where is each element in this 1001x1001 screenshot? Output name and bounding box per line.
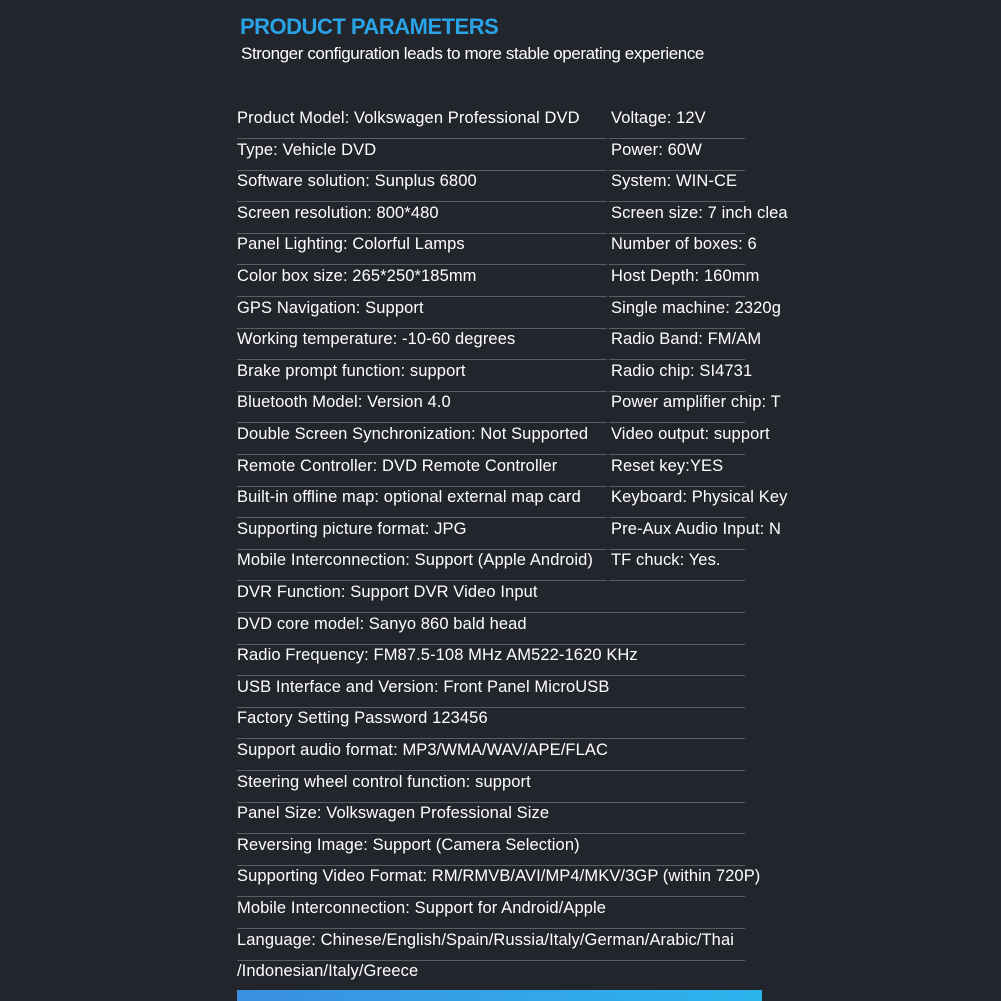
param-row — [0, 169, 1001, 201]
param-left-cell — [237, 548, 609, 578]
param-left-cell — [237, 201, 609, 231]
param-left-text: Brake prompt function: support — [237, 361, 466, 380]
param-row — [0, 548, 1001, 580]
param-right-text: Voltage: 12V — [611, 109, 706, 127]
bottom-accent-bar — [237, 990, 762, 1001]
param-left-cell — [237, 833, 609, 863]
param-left-cell — [237, 264, 609, 294]
param-right-cell — [611, 485, 788, 515]
param-row — [0, 454, 1001, 486]
param-left-text: Supporting picture format: JPG — [237, 519, 467, 538]
param-left-text: GPS Navigation: Support — [237, 298, 424, 317]
param-left-cell — [237, 327, 609, 357]
param-row — [0, 801, 1001, 833]
param-left-text: USB Interface and Version: Front Panel MicroUSB — [237, 677, 610, 696]
param-right-cell — [611, 422, 785, 452]
param-left-text: Remote Controller: DVD Remote Controller — [237, 456, 558, 475]
param-right-text: Screen size: 7 inch clea — [611, 203, 788, 222]
param-left-text: /Indonesian/Italy/Greece — [237, 962, 419, 981]
param-row — [0, 738, 1001, 770]
param-left-cell — [237, 675, 609, 705]
param-left-cell — [237, 738, 609, 768]
param-right-cell — [611, 138, 785, 168]
param-left-cell — [237, 801, 609, 831]
param-right-text: Video output: support — [611, 425, 770, 443]
param-row — [0, 517, 1001, 549]
param-right-text: TF chuck: Yes. — [611, 551, 721, 570]
param-row — [0, 264, 1001, 296]
param-right-cell — [611, 232, 785, 262]
param-left-text: Type: Vehicle DVD — [237, 140, 377, 159]
param-left-cell — [237, 864, 761, 894]
param-left-cell — [237, 106, 609, 136]
param-row — [0, 327, 1001, 359]
param-left-cell — [237, 422, 609, 452]
param-left-cell — [237, 296, 609, 326]
param-left-cell — [237, 390, 609, 420]
param-left-cell — [237, 359, 609, 389]
param-left-text: Product Model: Volkswagen Professional DVD — [237, 109, 580, 127]
param-left-cell — [237, 454, 609, 484]
param-left-text: Screen resolution: 800*480 — [237, 203, 439, 222]
param-right-text: Reset key:YES — [611, 456, 724, 475]
param-row — [0, 896, 1001, 928]
page-subtitle: Stronger configuration leads to more stable operating experience — [241, 44, 704, 63]
param-right-text: Radio chip: SI4731 — [611, 361, 753, 380]
param-right-cell — [611, 517, 785, 547]
param-row — [0, 390, 1001, 422]
param-left-text: Steering wheel control function: support — [237, 772, 531, 791]
param-row — [0, 296, 1001, 328]
param-right-cell — [611, 106, 785, 136]
param-row — [0, 864, 1001, 896]
param-left-cell — [237, 232, 609, 262]
param-row — [0, 770, 1001, 802]
param-left-text: Panel Lighting: Colorful Lamps — [237, 235, 465, 254]
param-left-text: Panel Size: Volkswagen Professional Size — [237, 804, 550, 823]
param-right-text: Radio Band: FM/AM — [611, 330, 762, 349]
param-left-text: DVR Function: Support DVR Video Input — [237, 583, 538, 601]
param-left-text: Color box size: 265*250*185mm — [237, 267, 477, 285]
param-row — [0, 928, 1001, 960]
param-row — [0, 359, 1001, 391]
param-row — [0, 612, 1001, 644]
param-right-cell — [611, 264, 785, 294]
param-left-text: Bluetooth Model: Version 4.0 — [237, 393, 451, 412]
param-left-text: Radio Frequency: FM87.5-108 MHz AM522-1620 KHz — [237, 646, 638, 665]
param-right-text: Number of boxes: 6 — [611, 235, 757, 254]
param-row — [0, 675, 1001, 707]
param-row — [0, 201, 1001, 233]
param-left-cell — [237, 643, 638, 673]
param-right-text: Keyboard: Physical Key — [611, 488, 788, 507]
param-row — [0, 232, 1001, 264]
page-title: PRODUCT PARAMETERS — [240, 14, 499, 39]
param-row — [0, 106, 1001, 138]
param-right-cell — [611, 201, 788, 231]
param-right-cell — [611, 296, 785, 326]
param-row — [0, 959, 1001, 991]
param-right-text: Pre-Aux Audio Input: N — [611, 519, 782, 538]
param-left-text: Support audio format: MP3/WMA/WAV/APE/FLAC — [237, 741, 608, 759]
param-right-text: Host Depth: 160mm — [611, 267, 760, 285]
param-right-text: Power: 60W — [611, 140, 702, 159]
param-left-cell — [237, 612, 609, 642]
param-left-text: Factory Setting Password 123456 — [237, 709, 488, 728]
param-left-text: DVD core model: Sanyo 860 bald head — [237, 614, 527, 633]
param-left-cell — [237, 706, 609, 736]
param-right-text: System: WIN-CE — [611, 172, 738, 191]
param-left-text: Mobile Interconnection: Support (Apple Android) — [237, 551, 593, 570]
param-right-text: Power amplifier chip: T — [611, 393, 781, 412]
param-left-cell — [237, 485, 609, 515]
param-left-text: Double Screen Synchronization: Not Supported — [237, 425, 589, 443]
param-row — [0, 485, 1001, 517]
param-left-cell — [237, 896, 609, 926]
param-right-cell — [611, 359, 785, 389]
param-row — [0, 833, 1001, 865]
param-left-cell — [237, 770, 609, 800]
param-right-cell — [611, 454, 785, 484]
param-left-cell — [237, 169, 609, 199]
param-left-text: Supporting Video Format: RM/RMVB/AVI/MP4/MKV/3GP (within 720P) — [237, 867, 761, 886]
param-left-cell — [237, 580, 609, 610]
param-row — [0, 138, 1001, 170]
param-row — [0, 422, 1001, 454]
param-row — [0, 643, 1001, 675]
param-left-cell — [237, 959, 609, 989]
param-right-cell — [611, 390, 785, 420]
param-row — [0, 706, 1001, 738]
param-right-cell — [611, 327, 785, 357]
param-right-cell — [611, 169, 785, 199]
param-left-cell — [237, 138, 609, 168]
param-left-text: Reversing Image: Support (Camera Selection) — [237, 835, 580, 854]
param-left-cell — [237, 928, 734, 958]
param-left-cell — [237, 517, 609, 547]
param-right-cell — [611, 548, 785, 578]
param-left-text: Software solution: Sunplus 6800 — [237, 172, 477, 191]
param-right-text: Single machine: 2320g — [611, 298, 781, 317]
param-left-text: Working temperature: -10-60 degrees — [237, 330, 516, 349]
param-left-text: Mobile Interconnection: Support for Android/Apple — [237, 899, 607, 917]
param-left-text: Language: Chinese/English/Spain/Russia/Italy/German/Arabic/Thai — [237, 930, 734, 949]
param-left-text: Built-in offline map: optional external map card — [237, 488, 581, 507]
param-row — [0, 580, 1001, 612]
